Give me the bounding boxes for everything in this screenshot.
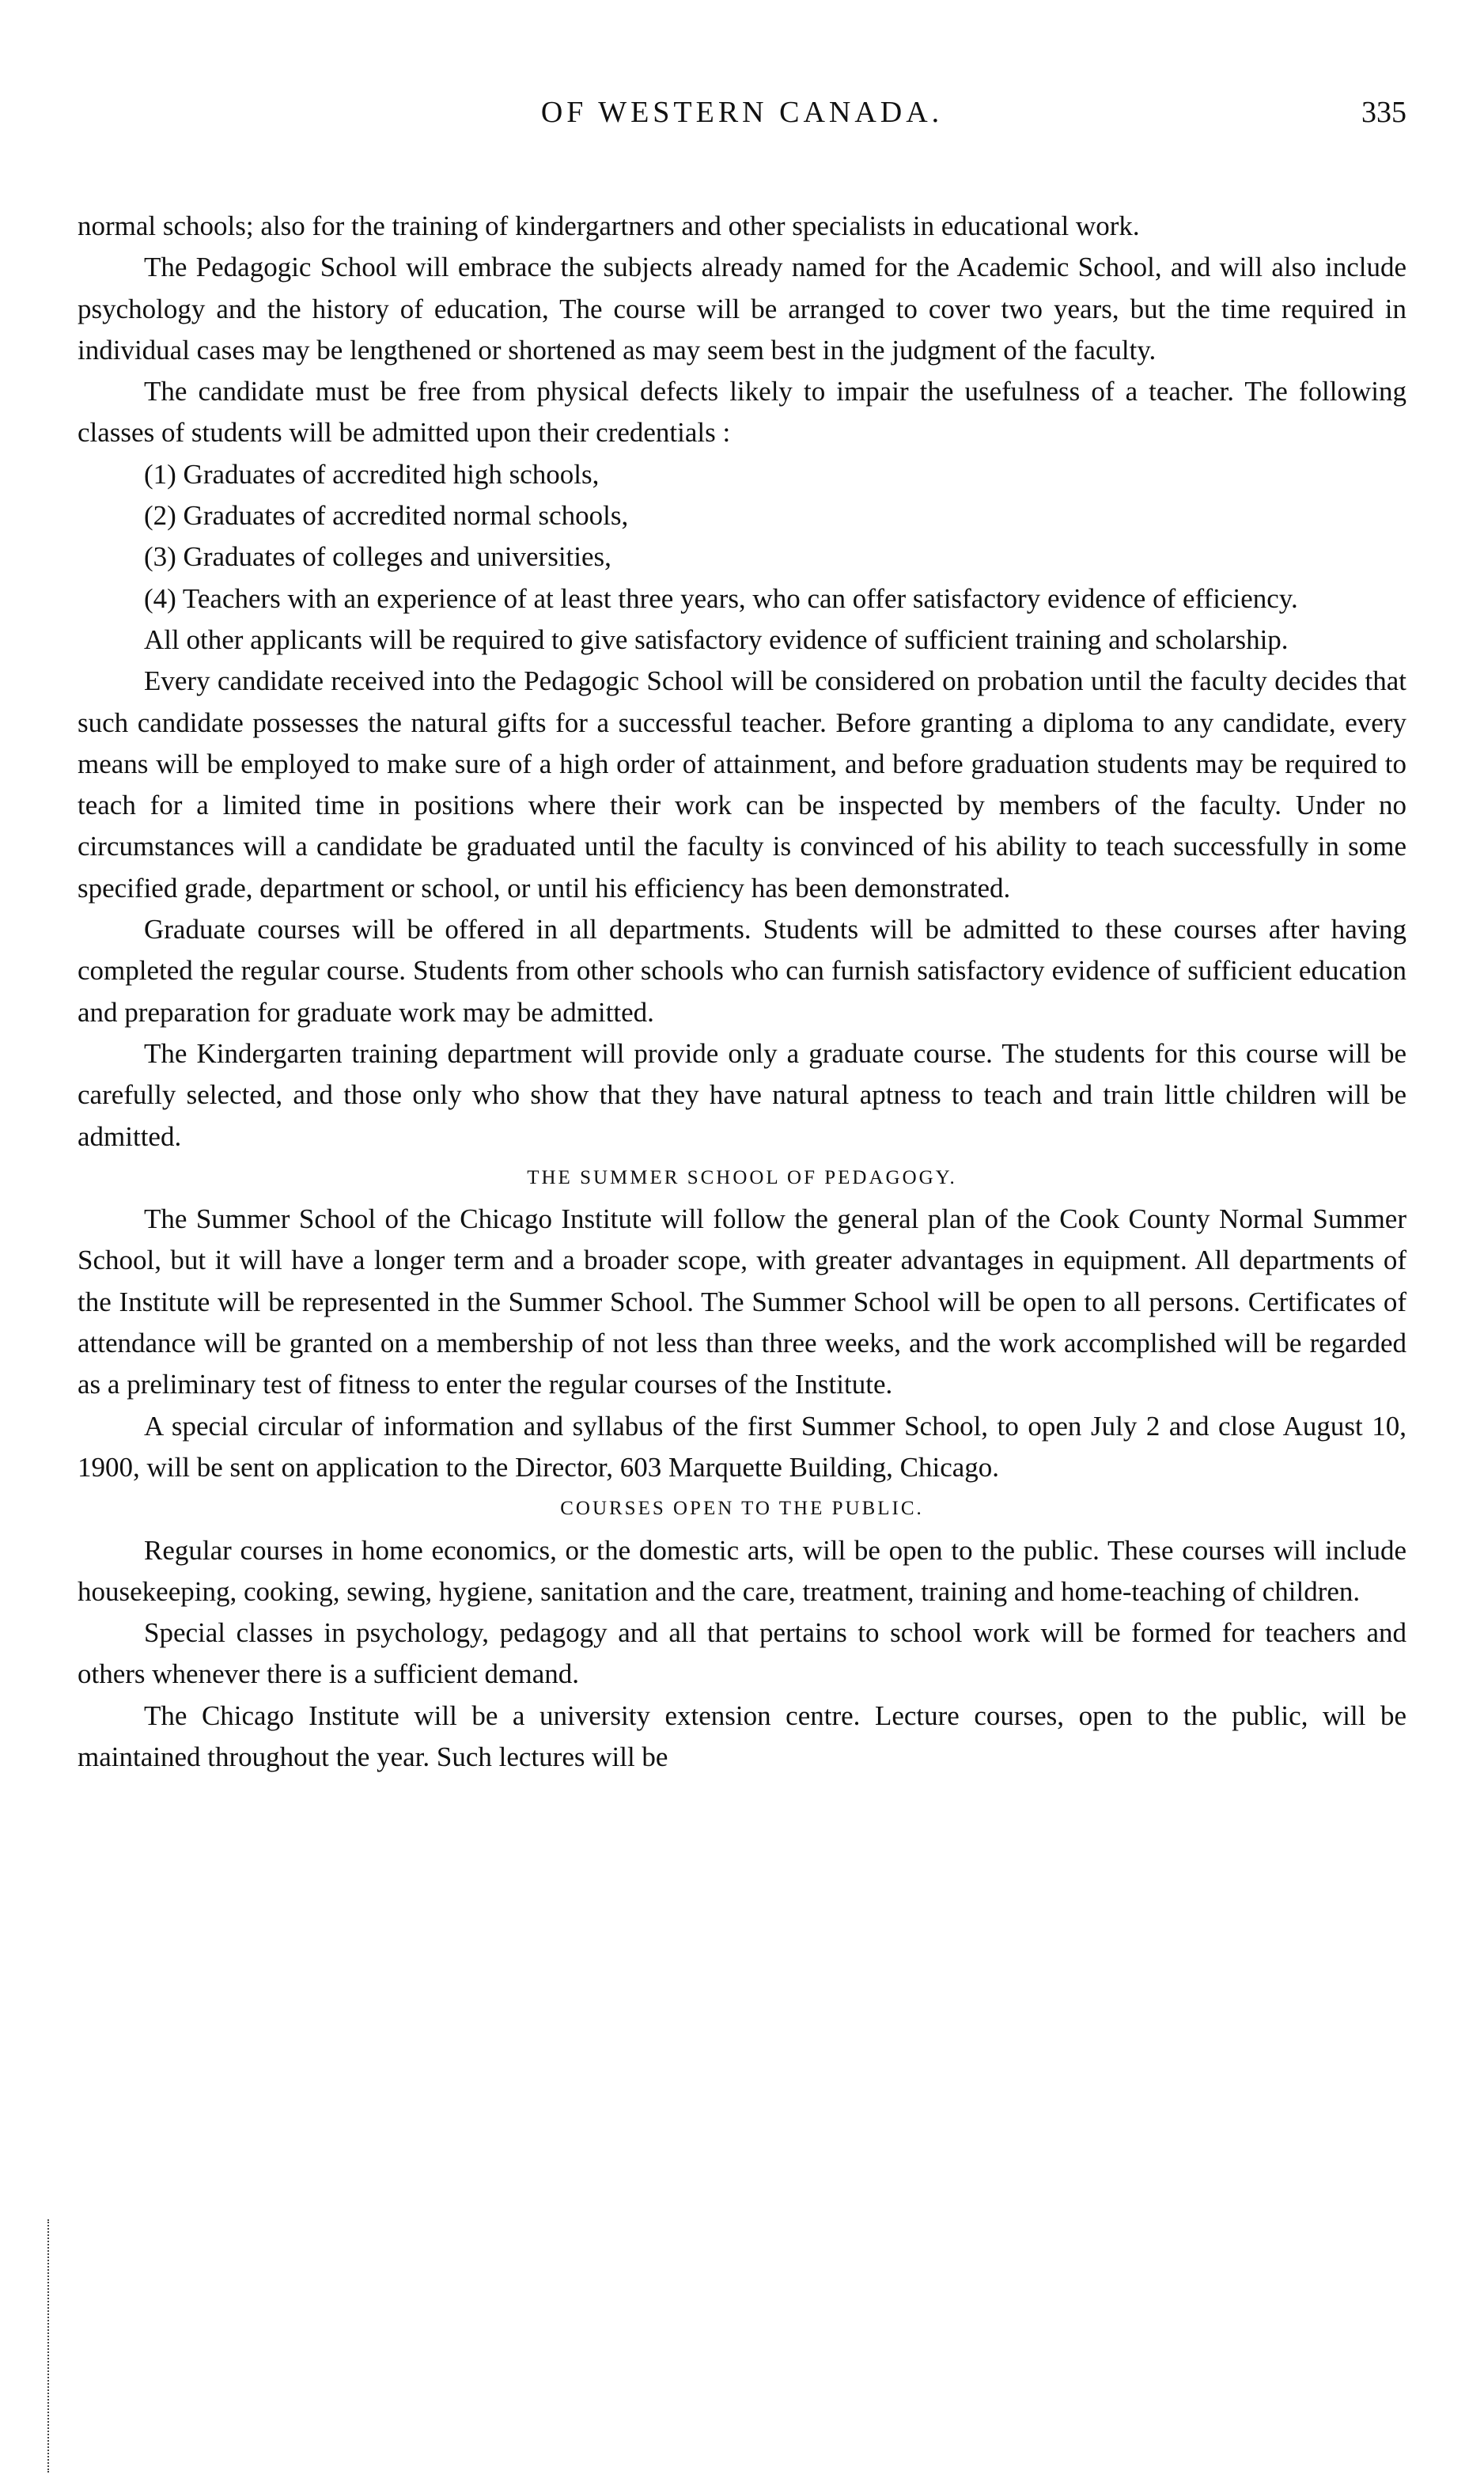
paragraph: The Pedagogic School will embrace the subjects already named for the Academic School, and will also include psychology and the history of education, The course will be arranged to cover two years, but the time required in individual cases may be lengthened or shortened as may seem best in the judgment of the faculty. xyxy=(78,252,1406,366)
margin-rule xyxy=(47,2219,51,2473)
list-item: (3) Graduates of colleges and universities, xyxy=(144,541,611,573)
document-page xyxy=(78,95,1406,1778)
paragraph: Special classes in psychology, pedagogy and all that pertains to school work will be formed for teachers and others whenever there is a sufficient demand. xyxy=(78,1617,1406,1690)
paragraph: The Kindergarten training department will provide only a graduate course. The students for this course will be carefully selected, and those only who show that they have natural aptness to teach and train little children will be admitted. xyxy=(78,1037,1406,1152)
paragraph: The Summer School of the Chicago Institute will follow the general plan of the Cook County Normal Summer School, but it will have a longer term and a broader scope, with greater advantages in equipment. All departments of the Institute will be represented in the Summer School. The Summer School will be open to all persons. Certificates of attendance will be granted on a membership of not less than three weeks, and the work accomplished will be regarded as a preliminary test of fitness to enter the regular courses of the Institute. xyxy=(78,1203,1406,1400)
section-heading: THE SUMMER SCHOOL OF PEDAGOGY. xyxy=(527,1166,957,1188)
paragraph: Regular courses in home economics, or the domestic arts, will be open to the public. These courses will include housekeeping, cooking, sewing, hygiene, sanitation and the care, treatment, training and home-teaching of children. xyxy=(78,1534,1406,1607)
list-item: (4) Teachers with an experience of at least three years, who can offer satisfactory evidence of efficiency. xyxy=(144,582,1298,614)
paragraph: A special circular of information and syllabus of the first Summer School, to open July 2 and close August 10, 1900, will be sent on application to the Director, 603 Marquette Building, Chicago. xyxy=(78,1410,1406,1483)
paragraph: All other applicants will be required to give satisfactory evidence of sufficient training and scholarship. xyxy=(144,623,1289,655)
paragraph: The candidate must be free from physical defects likely to impair the usefulness of a teacher. The following classes of students will be admitted upon their credentials : xyxy=(78,376,1406,449)
page-number: 335 xyxy=(1361,96,1406,129)
running-head xyxy=(78,95,1406,158)
section-heading: COURSES OPEN TO THE PUBLIC. xyxy=(560,1498,924,1520)
paragraph: The Chicago Institute will be a university extension centre. Lecture courses, open to the public, will be maintained throughout the year. Such lectures will be xyxy=(78,1700,1406,1772)
list-item: (2) Graduates of accredited normal schools, xyxy=(144,500,629,532)
list-item: (1) Graduates of accredited high schools, xyxy=(144,458,600,490)
body-text xyxy=(78,206,1406,1778)
paragraph: Graduate courses will be offered in all departments. Students will be admitted to these courses after having completed the regular course. Students from other schools who can furnish satisfactory evidence of sufficient education and preparation for graduate work may be admitted. xyxy=(78,914,1406,1028)
paragraph-continued: normal schools; also for the training of kindergartners and other specialists in educational work. xyxy=(78,210,1140,241)
running-title: OF WESTERN CANADA. xyxy=(540,96,944,129)
paragraph: Every candidate received into the Pedagogic School will be considered on probation until the faculty decides that such candidate possesses the natural gifts for a successful teacher. Before granting a diploma to any candidate, every means will be employed to make sure of a high order of attainment, and before graduation students may be required to teach for a limited time in positions where their work can be inspected by members of the faculty. Under no circumstances will a candidate be graduated until the faculty is convinced of his ability to teach successfully in some specified grade, department or school, or until his efficiency has been demonstrated. xyxy=(78,665,1406,904)
